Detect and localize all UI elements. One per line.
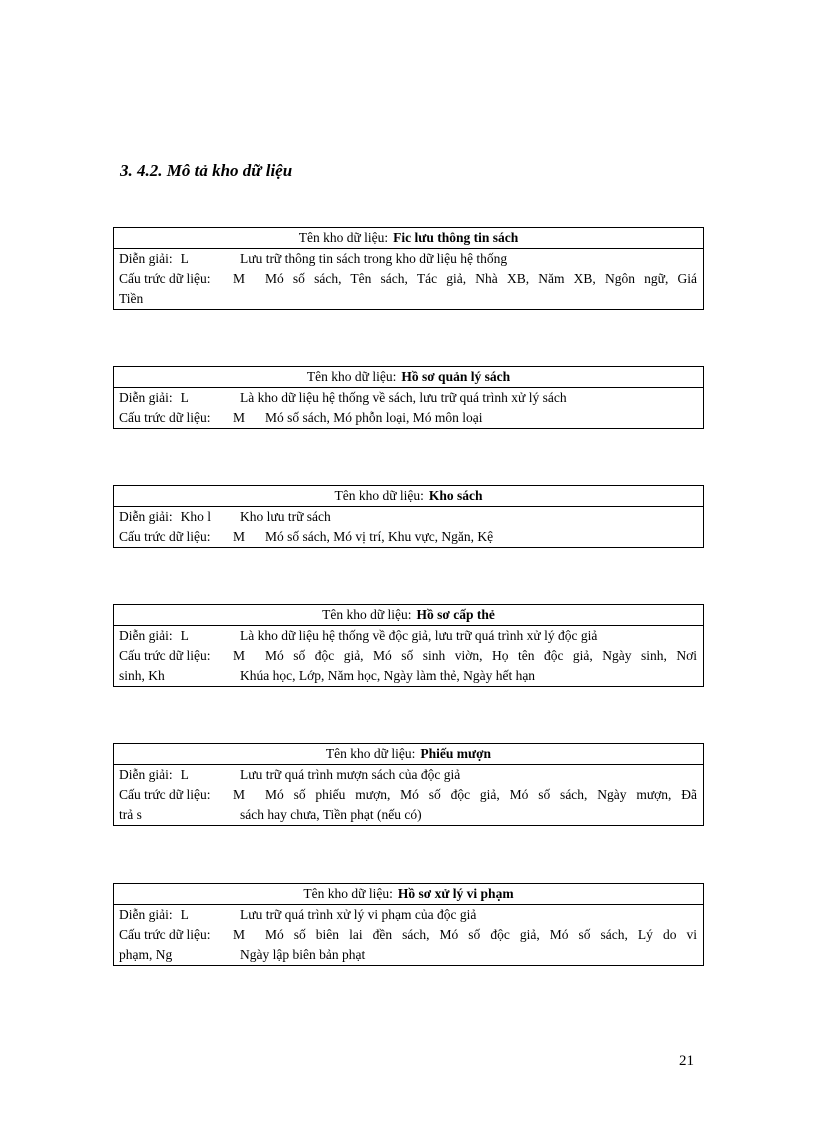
store-name: Kho sách [428,488,483,503]
data-store-table [113,485,704,548]
structure-code: M [233,410,246,425]
structure-label: Cấu trức dữ liệu: [119,410,211,425]
description-code: Kho l [180,509,211,524]
store-name-label: Tên kho dữ liệu: [325,746,416,761]
store-name: Hồ sơ cấp thẻ [416,607,495,622]
description-label: Diễn giải: [119,907,173,922]
data-store-table [113,604,704,687]
store-title-row [114,744,703,765]
data-store-table [113,366,704,429]
data-store-table [113,227,704,310]
description-text: Lưu trữ quá trình mượn sách của độc giả [240,767,461,782]
store-name-label: Tên kho dữ liệu: [334,488,424,503]
structure-text-continued: Khúa học, Lớp, Năm học, Ngày làm thẻ, Ngày hết hạn [240,668,536,683]
structure-row-continued [119,666,697,686]
description-text: Là kho dữ liệu hệ thống về sách, lưu trữ quá trình xử lý sách [240,390,567,405]
description-label: Diễn giải: [119,509,173,524]
data-store-table [113,743,704,826]
description-label: Diễn giải: [119,251,173,266]
structure-row [119,408,697,428]
description-code: L [180,628,189,643]
structure-label: Cấu trức dữ liệu: [119,271,211,286]
store-name: Hồ sơ xử lý vi phạm [397,886,514,901]
store-name-label: Tên kho dữ liệu: [298,230,389,245]
store-name-label: Tên kho dữ liệu: [322,607,412,622]
structure-overflow: sinh, Kh [119,668,165,683]
structure-overflow: trả s [119,807,142,822]
store-name-label: Tên kho dữ liệu: [306,369,397,384]
description-label: Diễn giải: [119,390,173,405]
data-store-table [113,883,704,966]
description-label: Diễn giải: [119,767,173,782]
structure-text-continued: Ngày lập biên bản phạt [240,947,366,962]
structure-row [119,785,697,805]
structure-text-continued: sách hay chưa, Tiền phạt (nếu có) [240,807,422,822]
store-title-row [114,486,703,507]
store-title-row [114,367,703,388]
structure-text: Mó số phiếu mượn, Mó số độc giả, Mó số sách, Ngày mượn, Đã [265,787,697,802]
structure-row [119,646,697,666]
store-name-label: Tên kho dữ liệu: [303,886,393,901]
page-number: 21 [679,1053,694,1069]
structure-row [119,269,697,289]
structure-overflow: Tiền [119,291,144,306]
structure-row-continued [119,289,697,309]
structure-row [119,925,697,945]
structure-text: Mó số độc giả, Mó số sinh viờn, Họ tên độc giả, Ngày sinh, Nơi [265,648,697,663]
structure-overflow: phạm, Ng [119,947,173,962]
description-row [119,388,697,408]
description-text: Kho lưu trữ sách [240,509,331,524]
description-row [119,765,697,785]
store-title-row [114,228,703,249]
description-label: Diễn giải: [119,628,173,643]
store-name: Phiếu mượn [420,746,492,761]
structure-text: Mó số sách, Mó vị trí, Khu vực, Ngăn, Kệ [265,529,494,544]
structure-row-continued [119,945,697,965]
description-row [119,507,697,527]
structure-text: Mó số biên lai đền sách, Mó số độc giả, Mó số sách, Lý do vi [265,927,697,942]
structure-code: M [233,529,246,544]
structure-code: M [233,648,246,663]
description-code: L [180,390,189,405]
structure-label: Cấu trức dữ liệu: [119,927,211,942]
description-text: Lưu trữ thông tin sách trong kho dữ liệu hệ thống [240,251,508,266]
structure-text: Mó số sách, Mó phỗn loại, Mó môn loại [265,410,483,425]
structure-row [119,527,697,547]
structure-code: M [233,787,246,802]
structure-label: Cấu trức dữ liệu: [119,529,211,544]
structure-text: Mó số sách, Tên sách, Tác giả, Nhà XB, Năm XB, Ngôn ngữ, Giá [265,271,697,286]
description-code: L [180,767,189,782]
description-text: Là kho dữ liệu hệ thống về độc giả, lưu trữ quá trình xử lý độc giả [240,628,598,643]
description-text: Lưu trữ quá trình xử lý vi phạm của độc giả [240,907,477,922]
description-code: L [180,251,189,266]
structure-code: M [233,927,246,942]
store-title-row [114,605,703,626]
description-row [119,626,697,646]
description-code: L [180,907,189,922]
structure-row-continued [119,805,697,825]
structure-label: Cấu trức dữ liệu: [119,787,211,802]
store-title-row [114,884,703,905]
description-row [119,905,697,925]
section-heading: 3. 4.2. Mô tả kho dữ liệu [120,161,293,180]
structure-code: M [233,271,246,286]
structure-label: Cấu trức dữ liệu: [119,648,211,663]
description-row [119,249,697,269]
store-name: Hồ sơ quản lý sách [401,369,511,384]
store-name: Fic lưu thông tin sách [393,230,519,245]
